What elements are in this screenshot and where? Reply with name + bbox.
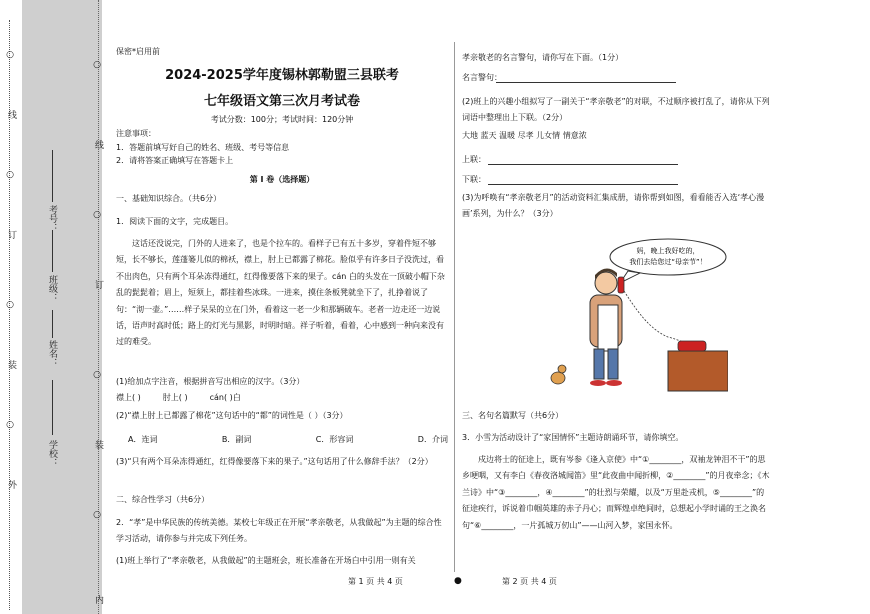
binding-char: 订	[93, 280, 103, 289]
q2-1-cont: 孝亲敬老的名言警句，请你写在下面。（1分）	[462, 53, 624, 62]
person-leg	[608, 349, 618, 379]
cat-icon	[551, 372, 565, 384]
word-list: 大地 蓝天 温暖 尽孝 儿女情 情意浓	[462, 131, 587, 140]
exam-no-line	[52, 150, 53, 202]
q1-1-item: 肘上( )	[162, 393, 188, 402]
binding-circle: ○	[92, 510, 102, 520]
binding-char: 装	[93, 440, 103, 449]
option-b: B．副词	[221, 435, 252, 444]
page-number-left: 第 1 页 共 4 页	[348, 577, 403, 586]
binding-char: 外	[6, 480, 16, 489]
q1-3: (3)“只有两个耳朵冻得通红，红得像要落下来的果子。”这句话用了什么修辞手法？（2分）	[116, 457, 433, 466]
q3-fill-text: 戍边将士的征途上，既有岑参《逢入京使》中“①________，双袖龙钟泪不干”的思乡哽咽，又有李白《春夜洛城闻笛》里“此夜曲中闻折柳，②________”的月夜牵念；《木兰诗》中“③________，④________”的壮烈与荣耀，以及“万里赴戎机，⑤________”的征途疾行，诉说着巾帼英雄的赤子丹心；而辉煌卓绝间时，总想起小学时诵的王之涣名句“⑥________，一片孤城万仞山”——山河入梦，家国永怀。	[462, 455, 770, 530]
binding-circle: ○	[92, 60, 102, 70]
section-3-title: 三、名句名篇默写（共6分）	[462, 411, 564, 420]
lower-couplet-label: 下联：	[462, 175, 486, 184]
volume-title: 第 I 卷（选择题）	[249, 175, 315, 184]
bubble-line-1: 妈，晚上我好吃的，	[636, 247, 700, 255]
section-1-title: 一、基础知识综合。（共6分）	[116, 194, 222, 203]
binding-circle: ○	[5, 420, 15, 430]
inner-dotted-line	[98, 0, 100, 614]
binding-char: 线	[93, 140, 103, 149]
note-item: 1．答题前填写好自己的姓名、班级、考号等信息	[116, 143, 290, 152]
person-shoe	[590, 380, 606, 386]
q1-1-item: 襟上( )	[116, 393, 141, 402]
page-divider	[454, 42, 455, 572]
school-line	[52, 380, 53, 435]
table	[668, 351, 728, 391]
person-apron	[598, 305, 618, 351]
q2-2: (2)班上的兴趣小组拟写了一副关于“孝亲敬老”的对联，不过顺序被打乱了，请你从下列词语中整理出上下联。（2分）	[462, 97, 770, 123]
q3-intro: 3．小雪为活动设计了“家国情怀”主题诗朗诵环节，请你填空。	[462, 433, 684, 442]
school-label: 学校：	[47, 440, 57, 467]
bubble-line-2: 我们去给您过“母亲节”！	[629, 258, 707, 266]
person-leg	[594, 349, 604, 379]
binding-char: 装	[6, 360, 16, 369]
option-c: C．形容词	[315, 435, 354, 444]
q2-intro: 2．“孝”是中华民族的传统美德。某校七年级正在开展“孝亲敬老，从我做起”为主题的综合性学习活动，请你参与并完成下列任务。	[116, 518, 442, 543]
binding-circle: ○	[5, 50, 15, 60]
binding-margin	[0, 0, 112, 614]
motto-answer-line[interactable]	[496, 82, 676, 83]
name-line	[52, 310, 53, 338]
binding-circle: ○	[92, 210, 102, 220]
note-item: 2．请将答案正确填写在答题卡上	[116, 156, 234, 165]
cat-head	[558, 365, 566, 373]
q1-2-options	[128, 434, 448, 447]
binding-char: 线	[6, 110, 16, 119]
class-line	[52, 230, 53, 272]
secret-mark: 保密*启用前	[116, 47, 160, 56]
binding-circle: ○	[92, 370, 102, 380]
class-label: 班级：	[47, 275, 57, 302]
binding-char: 订	[6, 230, 16, 239]
option-a: A．连词	[128, 435, 158, 444]
page-number-right: 第 2 页 共 4 页	[502, 577, 557, 586]
telephone-icon	[678, 341, 706, 351]
lower-couplet-line[interactable]	[488, 184, 678, 185]
q2-1-part: (1)班上举行了“孝亲敬老，从我做起”的主题班会，班长准备在开场白中引用一则有关	[116, 556, 416, 565]
motto-label: 名言警句：	[462, 73, 502, 82]
option-d: D．介词	[417, 435, 448, 444]
q1-1-item: cán( )白	[209, 393, 241, 402]
left-page	[116, 0, 448, 614]
reading-passage: 这话还没说完，门外的人进来了，也是个拉车的。看样子已有五十多岁，穿着件短不够短，长不够长，莲蓬篓儿似的棉袄，襟上，肘上已都露了棉花。脸似乎有许多日子没洗过，看不出肉色，只有两个耳朵冻得通红，红得像要落下来的果子。cán 白的头发在一顶破小帽下杂乱的髭髭着；眉上，短须上，都挂着些冰珠。一进来，摸住条板凳就坐下了，扎挣着说了句：“沏一壶。”……样子呆呆的立在门外，看着这一老一少和那辆破车。老者一边走还一边说话，语声时高时低；路上的灯光与黑影，时明时暗。祥子听着，看着，心中感到一种向来没有过的难受。	[116, 239, 445, 347]
exam-title-2: 七年级语文第三次月考试卷	[203, 94, 360, 109]
outer-dotted-line	[9, 20, 11, 610]
person-shoe	[606, 380, 622, 386]
score-info: 考试分数：100分；考试时间：120分钟	[210, 115, 354, 124]
binding-char: 内	[93, 595, 103, 604]
footer-dot: ●	[454, 576, 462, 586]
phone-cord	[624, 291, 688, 345]
q2-3: (3)为呼唤有“孝亲敬老月”的活动资料汇集成册，请你帮到如图，看看能否入选‘孝心漫画’系列，为什么？（3分）	[462, 193, 765, 219]
name-label: 姓名：	[47, 340, 57, 367]
q1-intro: 1．阅读下面的文字，完成题目。	[116, 217, 234, 226]
binding-circle: ○	[5, 170, 15, 180]
cartoon-illustration	[548, 233, 728, 393]
exam-title-1: 2024-2025学年度锡林郭勒盟三县联考	[165, 68, 399, 83]
phone-handset-icon	[618, 277, 624, 293]
binding-gray-strip	[22, 0, 102, 614]
q1-2: (2)“襟上肘上已都露了棉花”这句话中的“都”的词性是（ ）（3分）	[116, 411, 348, 420]
q1-1: (1)给加点字注音，根据拼音写出相应的汉字。（3分）	[116, 377, 305, 386]
notes-title: 注意事项：	[116, 129, 156, 138]
q1-1-items	[116, 392, 448, 405]
upper-couplet-line[interactable]	[488, 164, 678, 165]
section-2-title: 二、综合性学习（共6分）	[116, 495, 210, 504]
exam-no-label: 考号：	[47, 205, 57, 232]
binding-circle: ○	[5, 300, 15, 310]
upper-couplet-label: 上联：	[462, 155, 486, 164]
speech-bubble	[610, 239, 726, 275]
